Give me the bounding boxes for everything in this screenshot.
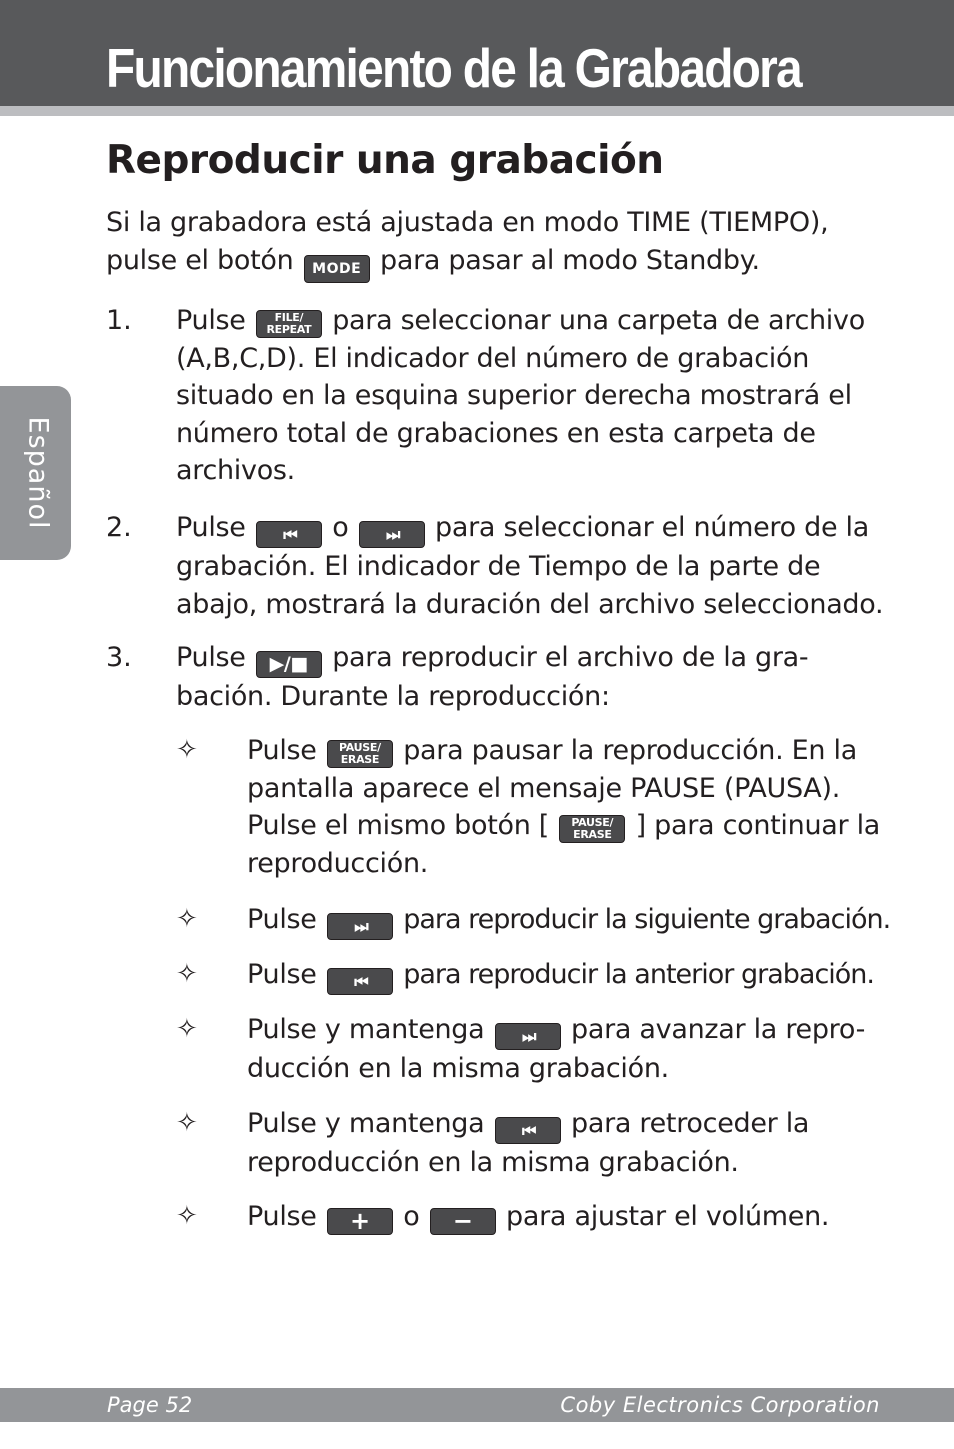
step-1 (176, 302, 886, 490)
bullet-icon: ✧ (176, 904, 198, 934)
step-3 (176, 639, 886, 716)
button-label: REPEAT (266, 323, 312, 336)
plus-icon: + (327, 1208, 393, 1235)
intro-text: Si la grabadora está ajustada en modo TIME (TIEMPO), pulse el botón (106, 207, 829, 276)
skip-forward-icon: ⏭ (495, 1023, 561, 1050)
bullet-text: para ajustar el volúmen. (506, 1201, 830, 1232)
step-number: 3. (106, 642, 132, 673)
file-repeat-button-icon (256, 310, 322, 338)
step-number: 1. (106, 305, 132, 336)
bullet-item (247, 956, 927, 995)
intro-text: para pasar al modo Standby. (379, 244, 760, 276)
bullet-text: Pulse (247, 1201, 317, 1232)
bullet-icon: ✧ (176, 735, 198, 765)
bullet-item (247, 732, 897, 882)
bullet-item (247, 1011, 877, 1088)
section-title: Reproducir una grabación (106, 138, 664, 183)
bullet-text: o (403, 1201, 420, 1232)
bullet-text: Pulse (247, 735, 317, 766)
skip-back-icon: ⏮ (256, 521, 322, 548)
intro-paragraph (106, 204, 906, 283)
header-rule (0, 106, 954, 116)
bullet-text: para avanzar la repro- ducción en la misma grabación. (247, 1014, 866, 1084)
skip-forward-icon: ⏭ (327, 913, 393, 940)
step-text: para reproducir el archivo de la gra- bación. Durante la reproducción: (176, 642, 809, 712)
step-text: o (332, 512, 349, 543)
button-label: FILE/ (274, 311, 304, 324)
language-tab-label: Español (22, 416, 54, 530)
skip-forward-icon: ⏭ (359, 521, 425, 548)
page-number: Page 52 (107, 1393, 193, 1417)
step-text: para seleccionar una carpeta de archivo (A,B,C,D). El indicador del número de grabación situado en la esquina superior derecha mostrará el número total de grabaciones en esta carpeta de archivos. (176, 305, 865, 486)
bullet-text: para retroceder la reproducción en la misma grabación. (247, 1108, 810, 1178)
button-label: ERASE (340, 753, 380, 766)
bullet-text: Pulse y mantenga (247, 1108, 485, 1139)
bullet-text: para pausar la reproducción. En la pantalla aparece el mensaje PAUSE (PAUSA). Pulse el mismo botón [ (247, 735, 857, 841)
skip-back-icon: ⏮ (327, 968, 393, 995)
step-text: Pulse (176, 305, 246, 336)
step-2 (176, 509, 886, 623)
bullet-text: Pulse (247, 904, 317, 935)
step-number: 2. (106, 512, 132, 543)
button-label: PAUSE/ (338, 741, 381, 754)
button-label: PAUSE/ (571, 816, 614, 829)
play-stop-icon: ▶/■ (256, 651, 322, 678)
page-title: Funcionamiento de la Grabadora (106, 37, 801, 99)
step-text: Pulse (176, 642, 246, 673)
bullet-item (247, 1105, 837, 1182)
bullet-icon: ✧ (176, 959, 198, 989)
bullet-text: para reproducir la siguiente grabación. (403, 904, 891, 935)
pause-erase-button-icon (327, 740, 393, 768)
bullet-icon: ✧ (176, 1014, 198, 1044)
button-label: ERASE (573, 828, 612, 841)
bullet-item (247, 1198, 897, 1236)
bullet-icon: ✧ (176, 1108, 198, 1138)
step-text: Pulse (176, 512, 246, 543)
skip-back-icon: ⏮ (495, 1117, 561, 1144)
pause-erase-button-icon (559, 815, 625, 843)
mode-button-icon: MODE (304, 255, 370, 283)
bullet-item (247, 901, 927, 940)
bullet-text: Pulse (247, 959, 317, 990)
company-name: Coby Electronics Corporation (560, 1393, 880, 1417)
bullet-icon: ✧ (176, 1201, 198, 1231)
bullet-text: para reproducir la anterior grabación. (403, 959, 874, 990)
minus-icon: − (430, 1208, 496, 1235)
step-text: para seleccionar el número de la grabación. El indicador de Tiempo de la parte de abajo, mostrará la duración del archivo seleccionado. (176, 512, 884, 620)
bullet-text: ] para continuar la reproducción. (247, 810, 881, 879)
bullet-text: Pulse y mantenga (247, 1014, 485, 1045)
